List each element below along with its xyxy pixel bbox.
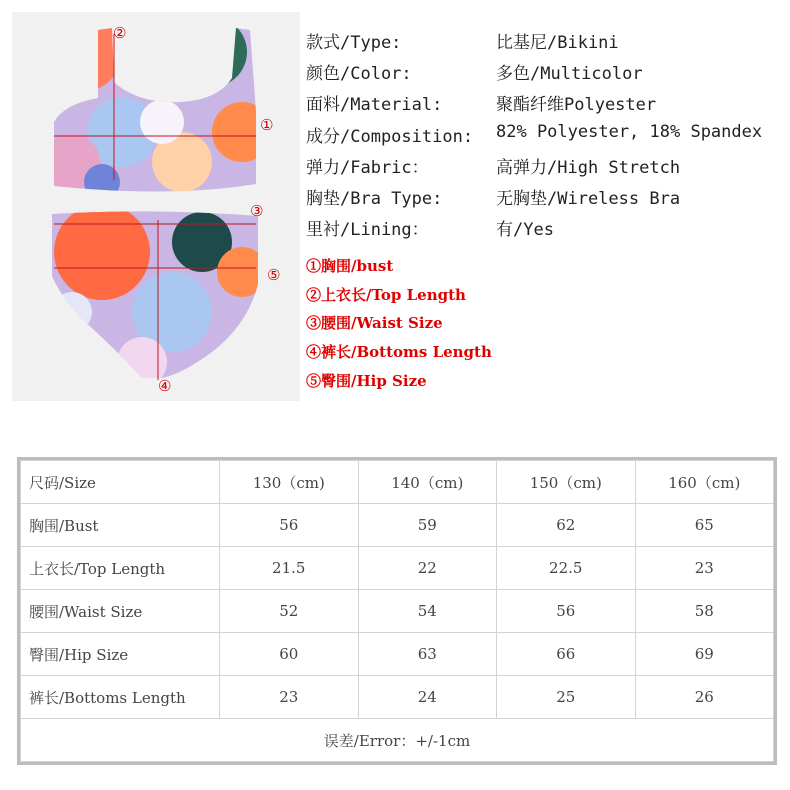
marker-bottoms-length: ④ xyxy=(158,377,172,395)
cell: 66 xyxy=(497,633,636,676)
legend-waist-size: ③腰围/Waist Size xyxy=(306,314,443,333)
header-160: 160（cm) xyxy=(635,461,774,504)
cell: 69 xyxy=(635,633,774,676)
spec-value: 无胸垫/Wireless Bra xyxy=(496,188,681,209)
legend-hip-size: ⑤臀围/Hip Size xyxy=(306,371,427,390)
row-label: 腰围/Waist Size xyxy=(21,590,220,633)
spec-label: 弹力/Fabric： xyxy=(306,157,429,178)
table-row xyxy=(21,504,774,547)
row-label: 裤长/Bottoms Length xyxy=(21,676,220,719)
spec-value: 多色/Multicolor xyxy=(496,64,643,85)
error-note: 误差/Error：+/-1cm xyxy=(21,719,774,762)
cell: 52 xyxy=(220,590,359,633)
legend-top-length: ②上衣长/Top Length xyxy=(306,285,466,304)
cell: 23 xyxy=(635,547,774,590)
cell: 56 xyxy=(497,590,636,633)
table-header-row xyxy=(21,461,774,504)
cell: 58 xyxy=(635,590,774,633)
spec-value: 高弹力/High Stretch xyxy=(496,157,681,178)
cell: 22 xyxy=(358,547,497,590)
cell: 54 xyxy=(358,590,497,633)
cell: 21.5 xyxy=(220,547,359,590)
cell: 59 xyxy=(358,504,497,547)
spec-value: 82% Polyester, 18% Spandex xyxy=(496,121,763,142)
cell: 62 xyxy=(497,504,636,547)
header-size: 尺码/Size xyxy=(21,461,220,504)
cell: 60 xyxy=(220,633,359,676)
table-row xyxy=(21,547,774,590)
cell: 56 xyxy=(220,504,359,547)
cell: 65 xyxy=(635,504,774,547)
spec-value: 聚酯纤维Polyester xyxy=(496,95,657,116)
spec-value: 有/Yes xyxy=(496,220,554,241)
header-140: 140（cm) xyxy=(358,461,497,504)
spec-label: 款式/Type: xyxy=(306,33,402,53)
legend-bust: ①胸围/bust xyxy=(306,257,394,275)
header-150: 150（cm) xyxy=(497,461,636,504)
marker-top-length: ② xyxy=(113,24,127,42)
spec-label: 里衬/Lining： xyxy=(306,220,429,241)
row-label: 胸围/Bust xyxy=(21,504,220,547)
header-130: 130（cm) xyxy=(220,461,359,504)
measurement-legend xyxy=(306,255,492,398)
table-row xyxy=(21,590,774,633)
legend-bottoms-length: ④裤长/Bottoms Length xyxy=(306,343,492,362)
cell: 22.5 xyxy=(497,547,636,590)
marker-bust: ① xyxy=(260,116,274,134)
cell: 24 xyxy=(358,676,497,719)
spec-label: 面料/Material: xyxy=(306,95,443,116)
cell: 23 xyxy=(220,676,359,719)
cell: 63 xyxy=(358,633,497,676)
spec-label: 颜色/Color: xyxy=(306,64,412,85)
cell: 26 xyxy=(635,676,774,719)
size-chart xyxy=(17,457,777,765)
spec-value: 比基尼/Bikini xyxy=(496,33,619,53)
product-photo xyxy=(12,12,300,401)
table-footer-row xyxy=(21,719,774,762)
spec-label: 胸垫/Bra Type: xyxy=(306,188,443,209)
marker-hip: ⑤ xyxy=(267,266,281,284)
spec-label: 成分/Composition: xyxy=(306,126,474,147)
size-chart-table xyxy=(20,460,774,762)
table-row xyxy=(21,676,774,719)
table-row xyxy=(21,633,774,676)
row-label: 上衣长/Top Length xyxy=(21,547,220,590)
marker-waist: ③ xyxy=(250,202,264,220)
cell: 25 xyxy=(497,676,636,719)
row-label: 臀围/Hip Size xyxy=(21,633,220,676)
